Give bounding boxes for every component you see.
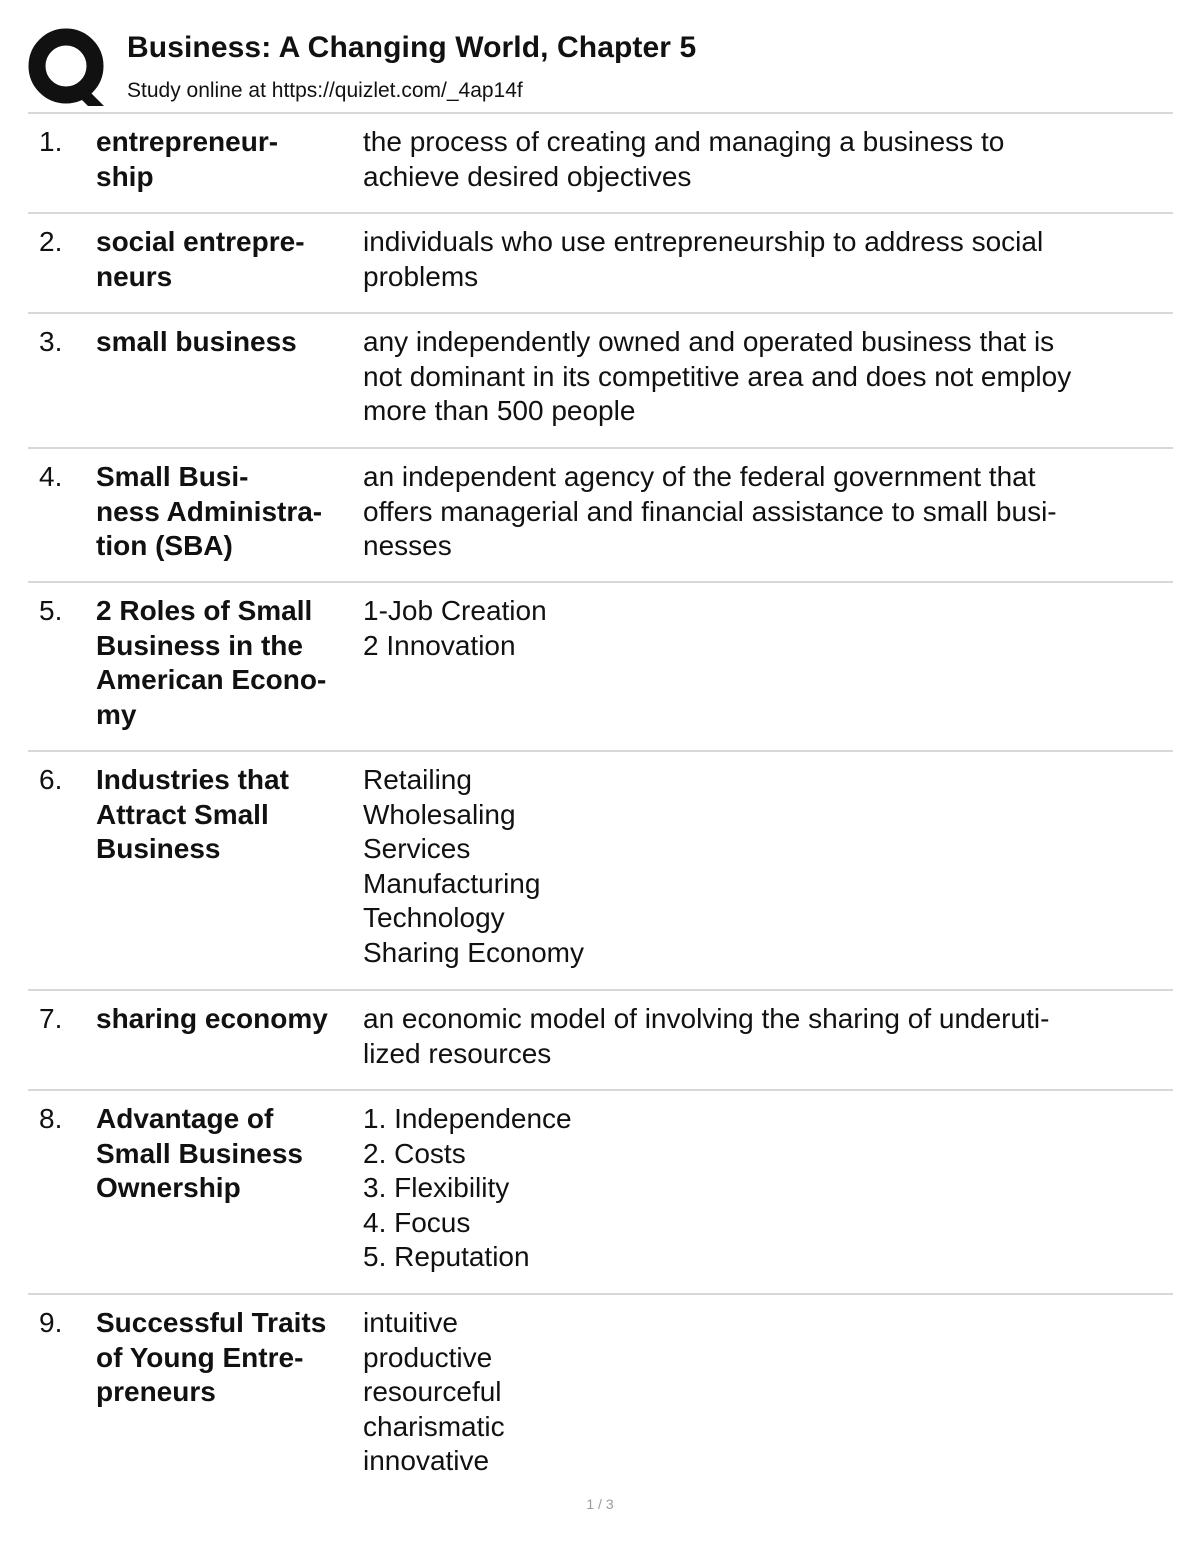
flashcard-entry xyxy=(28,447,1173,581)
study-online-link[interactable]: Study online at https://quizlet.com/_4ap14f xyxy=(127,79,523,102)
flashcard-entry xyxy=(28,989,1173,1089)
entry-number: 8. xyxy=(39,1103,63,1134)
entry-number: 9. xyxy=(39,1307,63,1338)
entry-term: small business xyxy=(96,326,297,357)
entry-number: 1. xyxy=(39,126,63,157)
page-header xyxy=(0,0,1200,112)
entry-term: social entrepre- neurs xyxy=(96,226,305,292)
entry-definition: an independent agency of the federal government that offers managerial and financial assistance to small busi- nesses xyxy=(363,461,1057,562)
entry-definition: the process of creating and managing a business to achieve desired objectives xyxy=(363,126,1005,192)
entry-number: 7. xyxy=(39,1003,63,1034)
entry-definition: intuitive productive resourceful charismatic innovative xyxy=(363,1307,505,1477)
entry-number: 4. xyxy=(39,461,63,492)
flashcard-list xyxy=(28,112,1173,1483)
entry-term: Advantage of Small Business Ownership xyxy=(96,1103,303,1204)
flashcard-entry xyxy=(28,112,1173,212)
entry-definition: 1. Independence 2. Costs 3. Flexibility 4. Focus 5. Reputation xyxy=(363,1103,572,1273)
flashcard-entry xyxy=(28,1089,1173,1293)
entry-term: Successful Traits of Young Entre- preneurs xyxy=(96,1307,327,1408)
entry-term: Industries that Attract Small Business xyxy=(96,764,289,865)
page-title: Business: A Changing World, Chapter 5 xyxy=(127,31,697,64)
entry-definition: individuals who use entrepreneurship to address social problems xyxy=(363,226,1044,292)
entry-number: 5. xyxy=(39,595,63,626)
flashcard-entry xyxy=(28,212,1173,312)
page-number: 1 / 3 xyxy=(586,1496,614,1512)
entry-term: Small Busi- ness Administra- tion (SBA) xyxy=(96,461,323,562)
entry-definition: 1-Job Creation 2 Innovation xyxy=(363,595,547,661)
entry-number: 6. xyxy=(39,764,63,795)
flashcard-entry xyxy=(28,750,1173,989)
flashcard-entry xyxy=(28,312,1173,447)
quizlet-logo-icon xyxy=(28,28,108,108)
entry-definition: any independently owned and operated business that is not dominant in its competitive area and does not employ more than 500 people xyxy=(363,326,1072,427)
entry-number: 3. xyxy=(39,326,63,357)
entry-term: sharing economy xyxy=(96,1003,328,1034)
entry-term: 2 Roles of Small Business in the American Econo- my xyxy=(96,595,327,730)
flashcard-entry xyxy=(28,581,1173,750)
entry-number: 2. xyxy=(39,226,63,257)
entry-definition: an economic model of involving the sharing of underuti- lized resources xyxy=(363,1003,1050,1069)
entry-definition: Retailing Wholesaling Services Manufacturing Technology Sharing Economy xyxy=(363,764,585,968)
entry-term: entrepreneur- ship xyxy=(96,126,279,192)
flashcard-entry xyxy=(28,1293,1173,1483)
